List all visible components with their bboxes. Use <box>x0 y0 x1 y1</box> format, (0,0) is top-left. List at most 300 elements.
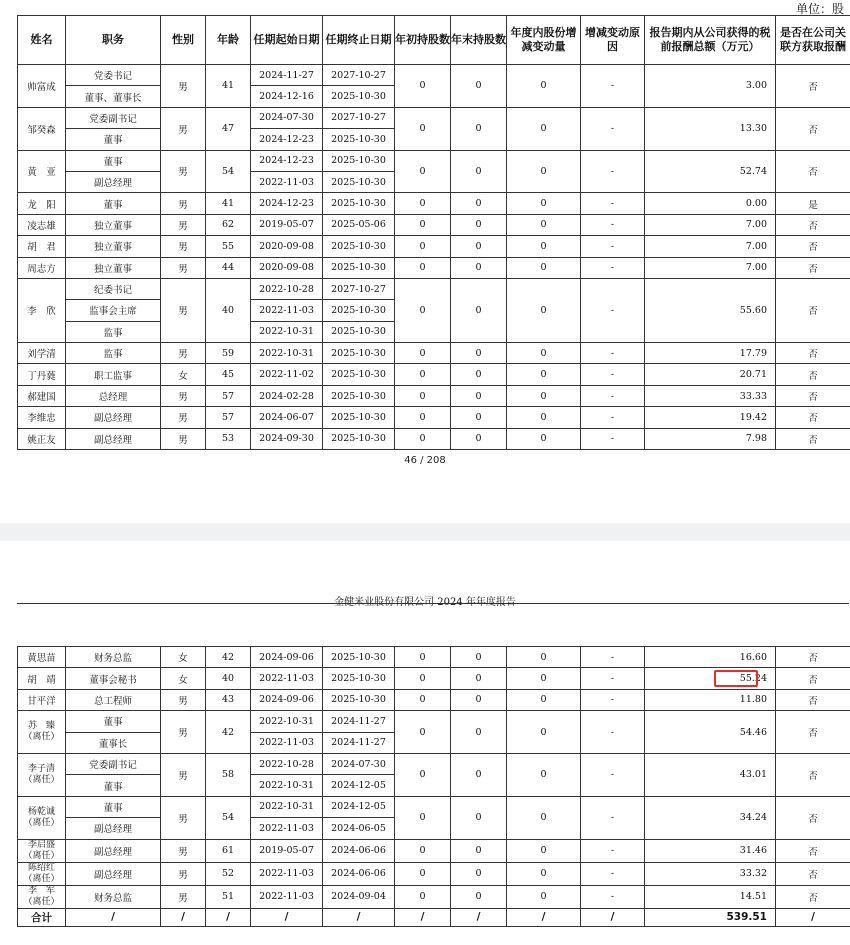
term-start: 2022-10-28 <box>251 753 323 774</box>
shares-change: 0 <box>507 428 581 449</box>
table-row <box>18 428 850 449</box>
change-reason: - <box>581 862 645 885</box>
shares-end: 0 <box>451 668 507 689</box>
related-party-pay: 否 <box>776 753 850 796</box>
pre-tax-pay: 7.00 <box>645 257 776 278</box>
pre-tax-pay: 16.60 <box>645 647 776 668</box>
shares-change: 0 <box>507 150 581 193</box>
related-party-pay: 否 <box>776 711 850 754</box>
person-name: 黄 亚 <box>18 150 66 193</box>
position: 党委书记 <box>66 65 161 86</box>
change-reason: - <box>581 278 645 342</box>
table-row <box>18 885 850 908</box>
shares-end: 0 <box>451 711 507 754</box>
gender: 男 <box>161 885 206 908</box>
position: 董事 <box>66 775 161 796</box>
change-reason: - <box>581 668 645 689</box>
age: 40 <box>206 668 251 689</box>
shares-begin: 0 <box>395 885 451 908</box>
pre-tax-pay: 55.24 <box>645 668 776 689</box>
shares-change: 0 <box>507 407 581 428</box>
table-row <box>18 193 850 214</box>
change-reason: - <box>581 839 645 862</box>
position: 财务总监 <box>66 885 161 908</box>
pre-tax-pay: 33.33 <box>645 385 776 406</box>
term-end: 2025-10-30 <box>323 236 395 257</box>
position: 董事、董事长 <box>66 86 161 107</box>
resigned-note: （离任） <box>23 817 60 828</box>
term-end: 2025-10-30 <box>323 647 395 668</box>
change-reason: - <box>581 150 645 193</box>
person-name: 姚正友 <box>18 428 66 449</box>
person-name: 甘平洋 <box>18 689 66 710</box>
column-header: 报告期内从公司获得的税前报酬总额（万元） <box>645 16 776 65</box>
age: 40 <box>206 278 251 342</box>
person-name: 郝建国 <box>18 385 66 406</box>
change-reason: - <box>581 885 645 908</box>
related-party-pay: 否 <box>776 796 850 839</box>
gender: 女 <box>161 668 206 689</box>
related-party-pay: 否 <box>776 150 850 193</box>
age: 45 <box>206 364 251 385</box>
column-header: 年度内股份增减变动量 <box>507 16 581 65</box>
person-name <box>18 711 66 754</box>
shares-begin: 0 <box>395 65 451 108</box>
term-end: 2025-05-06 <box>323 214 395 235</box>
person-name <box>18 885 66 908</box>
change-reason: - <box>581 753 645 796</box>
term-end: 2025-10-30 <box>323 385 395 406</box>
shares-end: 0 <box>451 65 507 108</box>
shares-end: 0 <box>451 343 507 364</box>
column-header: 性别 <box>161 16 206 65</box>
page-gap <box>0 523 850 541</box>
pre-tax-pay: 54.46 <box>645 711 776 754</box>
term-start: 2022-11-03 <box>251 300 323 321</box>
shares-end: 0 <box>451 862 507 885</box>
term-start: 2022-11-03 <box>251 171 323 192</box>
shares-begin: 0 <box>395 385 451 406</box>
term-start: 2024-12-16 <box>251 86 323 107</box>
table-row <box>18 364 850 385</box>
person-name: 胡 靖 <box>18 668 66 689</box>
table-row <box>18 214 850 235</box>
term-end: 2025-10-30 <box>323 129 395 150</box>
person-name-text: 杨乾诚 <box>27 806 55 817</box>
report-header: 金健米业股份有限公司 2024 年年度报告 <box>334 597 516 608</box>
shares-begin: 0 <box>395 862 451 885</box>
shares-end: 0 <box>451 839 507 862</box>
person-name: 邹癸森 <box>18 107 66 150</box>
term-start: 2022-11-03 <box>251 862 323 885</box>
table-row <box>18 407 850 428</box>
shares-change: 0 <box>507 711 581 754</box>
column-header: 增减变动原因 <box>581 16 645 65</box>
gender: 男 <box>161 753 206 796</box>
total-slash: / <box>451 908 507 926</box>
resigned-note: （离任） <box>23 850 60 861</box>
change-reason: - <box>581 364 645 385</box>
position: 监事 <box>66 343 161 364</box>
term-end: 2025-10-30 <box>323 257 395 278</box>
position: 总工程师 <box>66 689 161 710</box>
shares-begin: 0 <box>395 711 451 754</box>
shares-end: 0 <box>451 214 507 235</box>
shares-change: 0 <box>507 385 581 406</box>
pre-tax-pay: 7.00 <box>645 236 776 257</box>
shares-end: 0 <box>451 885 507 908</box>
shares-end: 0 <box>451 385 507 406</box>
change-reason: - <box>581 647 645 668</box>
unit-label: 单位：股 <box>795 2 844 16</box>
shares-begin: 0 <box>395 193 451 214</box>
gender: 男 <box>161 862 206 885</box>
term-start: 2019-05-07 <box>251 214 323 235</box>
related-party-pay: 否 <box>776 862 850 885</box>
term-end: 2025-10-30 <box>323 428 395 449</box>
change-reason: - <box>581 689 645 710</box>
term-start: 2022-11-03 <box>251 732 323 753</box>
term-start: 2024-12-23 <box>251 193 323 214</box>
shares-end: 0 <box>451 364 507 385</box>
term-end: 2025-10-30 <box>323 407 395 428</box>
change-reason: - <box>581 65 645 108</box>
shares-end: 0 <box>451 107 507 150</box>
term-end: 2024-07-30 <box>323 753 395 774</box>
term-end: 2027-10-27 <box>323 107 395 128</box>
position: 监事会主席 <box>66 300 161 321</box>
gender: 男 <box>161 65 206 108</box>
age: 52 <box>206 862 251 885</box>
term-end: 2024-12-05 <box>323 796 395 817</box>
column-header: 任期起始日期 <box>251 16 323 65</box>
related-party-pay: 否 <box>776 647 850 668</box>
change-reason: - <box>581 428 645 449</box>
related-party-pay: 否 <box>776 364 850 385</box>
position: 副总经理 <box>66 839 161 862</box>
term-end: 2024-06-06 <box>323 839 395 862</box>
age: 51 <box>206 885 251 908</box>
table-row <box>18 862 850 885</box>
shares-begin: 0 <box>395 278 451 342</box>
shares-change: 0 <box>507 839 581 862</box>
pre-tax-pay: 13.30 <box>645 107 776 150</box>
person-name: 龙 阳 <box>18 193 66 214</box>
shares-begin: 0 <box>395 107 451 150</box>
related-party-pay: 否 <box>776 278 850 342</box>
pre-tax-pay: 0.00 <box>645 193 776 214</box>
shares-end: 0 <box>451 796 507 839</box>
position: 董事 <box>66 150 161 171</box>
term-start: 2024-12-23 <box>251 129 323 150</box>
term-start: 2024-02-28 <box>251 385 323 406</box>
shares-change: 0 <box>507 689 581 710</box>
total-slash: / <box>581 908 645 926</box>
resigned-note: （离任） <box>23 873 60 884</box>
shares-change: 0 <box>507 647 581 668</box>
term-end: 2024-11-27 <box>323 732 395 753</box>
person-name: 周志方 <box>18 257 66 278</box>
table-row <box>18 839 850 862</box>
shares-begin: 0 <box>395 839 451 862</box>
column-header: 年龄 <box>206 16 251 65</box>
shares-change: 0 <box>507 278 581 342</box>
related-party-pay: 否 <box>776 689 850 710</box>
term-end: 2024-06-05 <box>323 818 395 839</box>
position: 董事 <box>66 193 161 214</box>
pre-tax-pay: 3.00 <box>645 65 776 108</box>
term-end: 2025-10-30 <box>323 193 395 214</box>
pre-tax-pay: 43.01 <box>645 753 776 796</box>
position: 董事 <box>66 711 161 732</box>
shares-begin: 0 <box>395 796 451 839</box>
position: 副总经理 <box>66 171 161 192</box>
shares-change: 0 <box>507 862 581 885</box>
term-end: 2025-10-30 <box>323 300 395 321</box>
shares-end: 0 <box>451 428 507 449</box>
term-start: 2022-11-03 <box>251 885 323 908</box>
gender: 男 <box>161 428 206 449</box>
table-row <box>18 257 850 278</box>
person-name <box>18 796 66 839</box>
shares-end: 0 <box>451 647 507 668</box>
resigned-note: （离任） <box>23 774 60 785</box>
change-reason: - <box>581 193 645 214</box>
age: 44 <box>206 257 251 278</box>
total-label: 合计 <box>18 908 66 926</box>
position: 独立董事 <box>66 236 161 257</box>
age: 41 <box>206 65 251 108</box>
position: 总经理 <box>66 385 161 406</box>
related-party-pay: 否 <box>776 668 850 689</box>
gender: 男 <box>161 236 206 257</box>
shares-end: 0 <box>451 753 507 796</box>
change-reason: - <box>581 214 645 235</box>
pre-tax-pay: 7.98 <box>645 428 776 449</box>
gender: 女 <box>161 364 206 385</box>
term-start: 2024-09-06 <box>251 689 323 710</box>
position: 纪委书记 <box>66 278 161 299</box>
pre-tax-pay: 33.32 <box>645 862 776 885</box>
shares-end: 0 <box>451 278 507 342</box>
related-party-pay: 是 <box>776 193 850 214</box>
shares-end: 0 <box>451 150 507 193</box>
position: 董事会秘书 <box>66 668 161 689</box>
shares-change: 0 <box>507 668 581 689</box>
position: 独立董事 <box>66 257 161 278</box>
age: 53 <box>206 428 251 449</box>
age: 54 <box>206 150 251 193</box>
related-party-pay: 否 <box>776 214 850 235</box>
shares-change: 0 <box>507 214 581 235</box>
position: 监事 <box>66 321 161 342</box>
person-name: 李维忠 <box>18 407 66 428</box>
shares-end: 0 <box>451 236 507 257</box>
term-start: 2022-11-02 <box>251 364 323 385</box>
highlight-box <box>714 670 758 687</box>
related-party-pay: 否 <box>776 65 850 108</box>
table-row <box>18 796 850 817</box>
table-row <box>18 65 850 86</box>
gender: 男 <box>161 257 206 278</box>
term-start: 2024-07-30 <box>251 107 323 128</box>
term-end: 2025-10-30 <box>323 150 395 171</box>
shares-change: 0 <box>507 343 581 364</box>
shares-begin: 0 <box>395 668 451 689</box>
resigned-note: （离任） <box>23 896 60 907</box>
table-row <box>18 343 850 364</box>
term-end: 2027-10-27 <box>323 65 395 86</box>
total-slash: / <box>161 908 206 926</box>
table-row <box>18 753 850 774</box>
term-end: 2025-10-30 <box>323 86 395 107</box>
term-end: 2025-10-30 <box>323 321 395 342</box>
shares-begin: 0 <box>395 647 451 668</box>
total-slash: / <box>66 908 161 926</box>
age: 47 <box>206 107 251 150</box>
term-start: 2020-09-08 <box>251 236 323 257</box>
person-name-text: 苏 臻 <box>27 721 55 732</box>
change-reason: - <box>581 107 645 150</box>
person-name-text: 李启盛 <box>27 839 55 850</box>
table-row <box>18 150 850 171</box>
term-start: 2024-06-07 <box>251 407 323 428</box>
term-end: 2024-06-06 <box>323 862 395 885</box>
related-party-pay: 否 <box>776 343 850 364</box>
person-name-text: 陈绍红 <box>27 862 55 873</box>
shares-begin: 0 <box>395 753 451 796</box>
table-row <box>18 385 850 406</box>
term-end: 2025-10-30 <box>323 668 395 689</box>
age: 41 <box>206 193 251 214</box>
pre-tax-pay: 17.79 <box>645 343 776 364</box>
term-start: 2022-10-31 <box>251 321 323 342</box>
shares-begin: 0 <box>395 257 451 278</box>
header-row <box>18 16 850 65</box>
term-start: 2022-10-31 <box>251 711 323 732</box>
column-header: 任期终止日期 <box>323 16 395 65</box>
gender: 男 <box>161 711 206 754</box>
change-reason: - <box>581 257 645 278</box>
page-number: 46 / 208 <box>404 455 446 466</box>
related-party-pay: 否 <box>776 236 850 257</box>
pre-tax-pay: 19.42 <box>645 407 776 428</box>
position: 党委副书记 <box>66 753 161 774</box>
related-party-pay: 否 <box>776 257 850 278</box>
person-name: 丁丹蕤 <box>18 364 66 385</box>
term-end: 2024-11-27 <box>323 711 395 732</box>
gender: 男 <box>161 150 206 193</box>
term-end: 2025-10-30 <box>323 364 395 385</box>
shares-end: 0 <box>451 689 507 710</box>
pre-tax-pay: 11.80 <box>645 689 776 710</box>
shares-change: 0 <box>507 107 581 150</box>
shares-change: 0 <box>507 236 581 257</box>
table-row <box>18 647 850 668</box>
term-start: 2022-11-03 <box>251 668 323 689</box>
person-name-text: 李 军 <box>27 885 55 896</box>
term-start: 2022-10-31 <box>251 343 323 364</box>
person-name: 胡 君 <box>18 236 66 257</box>
person-name: 李 欣 <box>18 278 66 342</box>
header-rule <box>17 603 849 604</box>
age: 55 <box>206 236 251 257</box>
position: 董事 <box>66 129 161 150</box>
pre-tax-pay: 7.00 <box>645 214 776 235</box>
shares-change: 0 <box>507 364 581 385</box>
pre-tax-pay: 34.24 <box>645 796 776 839</box>
age: 57 <box>206 407 251 428</box>
total-pay: 539.51 <box>645 908 776 926</box>
gender: 男 <box>161 689 206 710</box>
shares-begin: 0 <box>395 214 451 235</box>
shares-begin: 0 <box>395 428 451 449</box>
position: 独立董事 <box>66 214 161 235</box>
shares-change: 0 <box>507 885 581 908</box>
change-reason: - <box>581 407 645 428</box>
gender: 男 <box>161 839 206 862</box>
total-slash: / <box>251 908 323 926</box>
shares-change: 0 <box>507 796 581 839</box>
position: 副总经理 <box>66 407 161 428</box>
person-name: 刘学清 <box>18 343 66 364</box>
executive-table-bottom <box>17 646 850 927</box>
gender: 男 <box>161 407 206 428</box>
shares-end: 0 <box>451 407 507 428</box>
gender: 男 <box>161 107 206 150</box>
age: 61 <box>206 839 251 862</box>
age: 58 <box>206 753 251 796</box>
term-start: 2024-09-06 <box>251 647 323 668</box>
age: 42 <box>206 711 251 754</box>
change-reason: - <box>581 343 645 364</box>
term-start: 2022-10-28 <box>251 278 323 299</box>
term-end: 2025-10-30 <box>323 343 395 364</box>
change-reason: - <box>581 711 645 754</box>
person-name-text: 李子清 <box>27 763 55 774</box>
gender: 男 <box>161 278 206 342</box>
position: 副总经理 <box>66 818 161 839</box>
column-header: 姓名 <box>18 16 66 65</box>
related-party-pay: 否 <box>776 385 850 406</box>
total-row <box>18 908 850 926</box>
position: 党委副书记 <box>66 107 161 128</box>
table-row <box>18 236 850 257</box>
column-header: 职务 <box>66 16 161 65</box>
age: 42 <box>206 647 251 668</box>
shares-end: 0 <box>451 257 507 278</box>
person-name <box>18 753 66 796</box>
column-header: 年初持股数 <box>395 16 451 65</box>
related-party-pay: 否 <box>776 107 850 150</box>
related-party-pay: 否 <box>776 407 850 428</box>
pre-tax-pay: 55.60 <box>645 278 776 342</box>
shares-begin: 0 <box>395 364 451 385</box>
term-end: 2025-10-30 <box>323 171 395 192</box>
executive-table-top <box>17 15 850 450</box>
position: 副总经理 <box>66 428 161 449</box>
column-header: 是否在公司关联方获取报酬 <box>776 16 850 65</box>
age: 57 <box>206 385 251 406</box>
shares-begin: 0 <box>395 150 451 193</box>
term-end: 2027-10-27 <box>323 278 395 299</box>
term-start: 2024-12-23 <box>251 150 323 171</box>
shares-change: 0 <box>507 257 581 278</box>
gender: 男 <box>161 343 206 364</box>
gender: 男 <box>161 214 206 235</box>
resigned-note: （离任） <box>23 732 60 743</box>
person-name: 帅富成 <box>18 65 66 108</box>
